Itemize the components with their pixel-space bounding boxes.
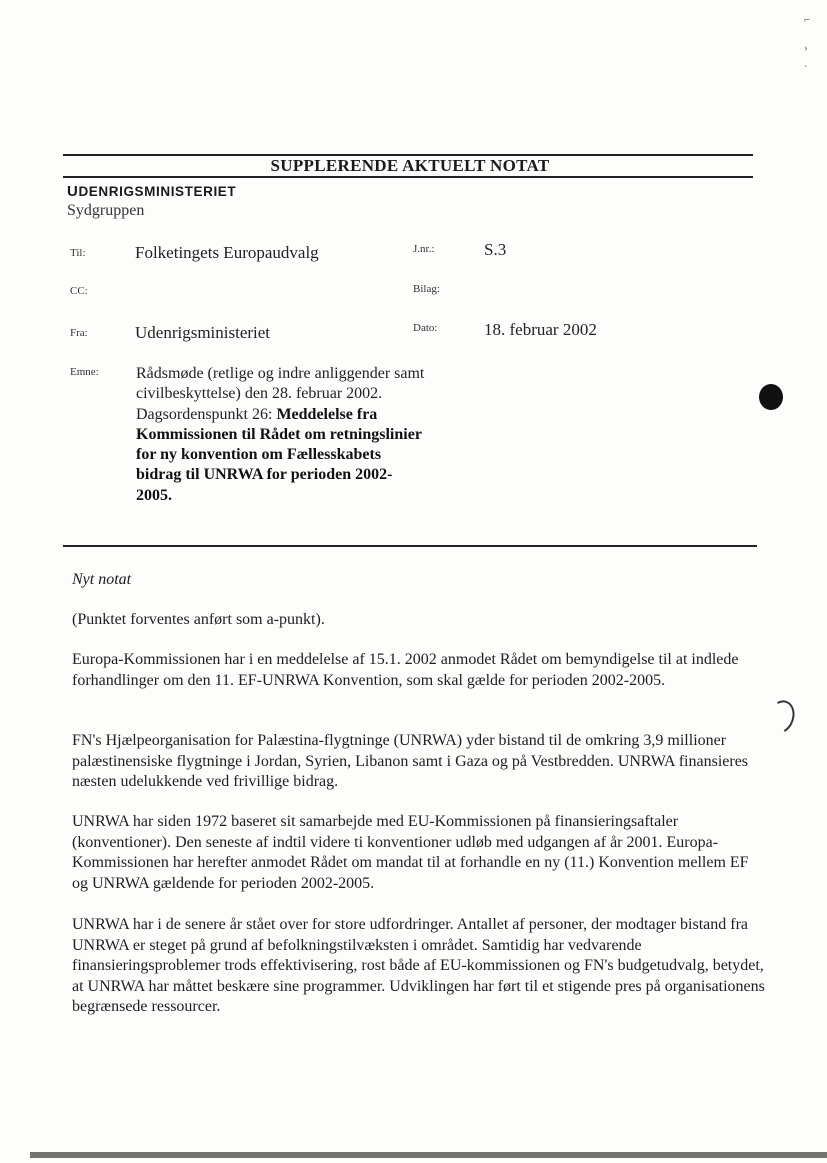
jnr-value: S.3 [484,240,507,259]
scan-bottom-edge [30,1152,827,1158]
corner-mark-3: ` [804,64,808,76]
fra-value: Udenrigsministeriet [135,323,271,342]
til-value: Folketingets Europaudvalg [135,243,319,262]
dato-label: Dato: [413,322,438,334]
document-title: SUPPLERENDE AKTUELT NOTAT [270,156,550,175]
corner-mark-2: › [804,42,808,54]
punch-hole-mark [759,384,783,410]
ministry-name-rest: DENRIGSMINISTERIET [78,184,237,199]
department-name: Sydgruppen [67,202,145,219]
paragraph-2: Europa-Kommissionen har i en meddelelse af 15.1. 2002 anmodet Rådet om bemyndigelse til at indlede forhandlinger om den 11. EF-UNRWA Konvention, som skal gælde for perioden 2002-2005. [72,651,739,689]
nyt-notat-label: Nyt notat [72,571,132,588]
til-label: Til: [70,247,86,259]
subject-text [136,364,426,506]
header-bottom-rule [63,176,753,178]
dato-value: 18. februar 2002 [484,320,597,339]
subject-plain: Rådsmøde (retlige og indre anliggender samt civilbeskyttelse) den 28. februar 2002. Dagsordenspunkt 26: [136,365,425,423]
jnr-label: J.nr.: [413,243,435,255]
cc-label: CC: [70,285,88,297]
paragraph-5: UNRWA har i de senere år stået over for store udfordringer. Antallet af personer, der modtager bistand fra UNRWA er steget på grund af befolkningstilvæksten i området. Samtidig har vedvarende finansieringsproblemer trods effektivisering, rost både af EU-kommissionen og FN's budgetudvalg, betydet, at UNRWA har måttet beskære sine programmer. Udviklingen har ført til et stigende pres på organisationens begrænsede ressourcer. [72,916,765,1015]
emne-label: Emne: [70,366,99,378]
paragraph-3: FN's Hjælpeorganisation for Palæstina-flygtninge (UNRWA) yder bistand til de omkring 3,9 millioner palæstinensiske flygtninge i Jordan, Syrien, Libanon samt i Gaza og på Vestbredden. UNRWA finansieres næsten udelukkende ved frivillige bidrag. [72,732,749,790]
ministry-name [67,183,236,200]
section-divider [63,545,757,547]
fra-label: Fra: [70,327,88,339]
corner-mark-1: ⌐ [804,14,811,26]
ministry-name-initial: U [67,183,79,200]
subject-bold: Meddelelse fra Kommissionen til Rådet om retningslinier for ny konvention om Fællesskabets bidrag til UNRWA for perioden 2002-2005. [136,405,422,504]
margin-ring-mark [763,697,799,738]
paragraph-4: UNRWA har siden 1972 baseret sit samarbejde med EU-Kommissionen på finansieringsaftaler (konventioner). Den seneste af indtil videre ti konventioner udløb med udgangen af år 2001. Europa-Kommissionen har herefter anmodet Rådet om mandat til at forhandle en ny (11.) Konvention mellem EF og UNRWA gældende for perioden 2002-2005. [72,813,749,892]
paragraph-1: (Punktet forventes anført som a-punkt). [72,611,325,628]
bilag-label: Bilag: [413,283,440,295]
